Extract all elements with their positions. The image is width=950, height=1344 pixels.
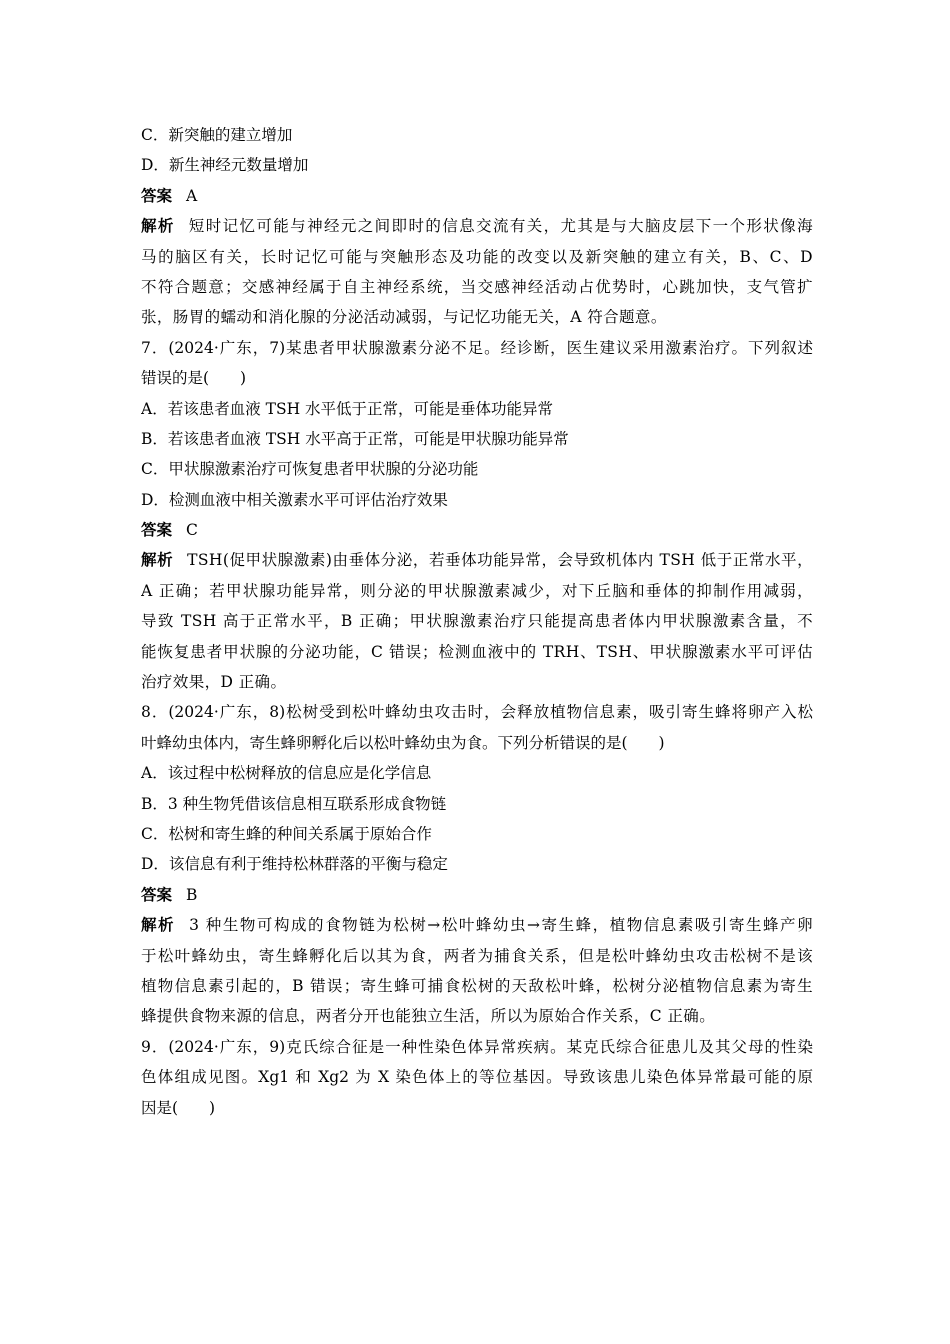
answer-label: 答案 — [141, 520, 173, 540]
explanation-text: TSH(促甲状腺激素)由垂体分泌，若垂体功能异常，会导致机体内 TSH 低于正常水平， — [187, 551, 813, 570]
q7-stem-line: 错误的是( ) — [141, 369, 247, 388]
q6-answer — [141, 181, 813, 211]
q8-option-c: C．松树和寄生蜂的种间关系属于原始合作 — [141, 824, 432, 843]
q8-answer — [141, 880, 813, 910]
explanation-text: 3 种生物可构成的食物链为松树→松叶蜂幼虫→寄生蜂，植物信息素吸引寄生蜂产卵 — [189, 916, 813, 935]
q8-stem-line: 叶蜂幼虫体内，寄生蜂卵孵化后以松叶蜂幼虫为食。下列分析错误的是( ) — [141, 733, 665, 752]
q7-explanation-line — [141, 545, 813, 575]
q9-stem-line: 因是( ) — [141, 1098, 216, 1117]
q7-explanation-line: 能恢复患者甲状腺的分泌功能，C 错误；检测血液中的 TRH、TSH、甲状腺激素水平可评估 — [141, 642, 813, 661]
q8-option-a: A．该过程中松树释放的信息应是化学信息 — [141, 764, 432, 783]
q6-explanation-line: 马的脑区有关，长时记忆可能与突触形态及功能的改变以及新突触的建立有关，B、C、D — [141, 247, 813, 266]
q6-explanation-line: 张，肠胃的蠕动和消化腺的分泌活动减弱，与记忆功能无关，A 符合题意。 — [141, 308, 667, 327]
q7-explanation-line: A 正确；若甲状腺功能异常，则分泌的甲状腺激素减少，对下丘脑和垂体的抑制作用减弱， — [141, 581, 813, 600]
explanation-text: 短时记忆可能与神经元之间即时的信息交流有关，尤其是与大脑皮层下一个形状像海 — [188, 217, 813, 236]
q6-option-d: D．新生神经元数量增加 — [141, 156, 309, 175]
explanation-label: 解析 — [141, 915, 176, 935]
q8-option-b: B．3 种生物凭借该信息相互联系形成食物链 — [141, 794, 447, 813]
q6-explanation-line — [141, 211, 813, 241]
q7-stem-line: 7．(2024·广东，7)某患者甲状腺激素分泌不足。经诊断，医生建议采用激素治疗。下列叙述 — [141, 338, 813, 357]
q8-explanation-line: 蜂提供食物来源的信息，两者分开也能独立生活，所以为原始合作关系，C 正确。 — [141, 1007, 716, 1026]
answer-value: A — [186, 186, 198, 205]
q8-option-d: D．该信息有利于维持松林群落的平衡与稳定 — [141, 855, 448, 874]
answer-label: 答案 — [141, 884, 173, 904]
q9-stem-line: 色体组成见图。Xg1 和 Xg2 为 X 染色体上的等位基因。导致该患儿染色体异常最可能的原 — [141, 1068, 813, 1087]
answer-label: 答案 — [141, 185, 173, 205]
q8-explanation-line — [141, 910, 813, 940]
explanation-label: 解析 — [141, 550, 174, 570]
q7-answer — [141, 515, 813, 545]
explanation-label: 解析 — [141, 216, 175, 236]
q8-explanation-line: 于松叶蜂幼虫，寄生蜂孵化后以其为食，两者为捕食关系，但是松叶蜂幼虫攻击松树不是该 — [141, 946, 813, 965]
q8-stem-line: 8．(2024·广东，8)松树受到松叶蜂幼虫攻击时，会释放植物信息素，吸引寄生蜂将卵产入松 — [141, 703, 813, 722]
document-page — [141, 120, 813, 1123]
q7-explanation-line: 治疗效果，D 正确。 — [141, 673, 287, 692]
q7-option-c: C．甲状腺激素治疗可恢复患者甲状腺的分泌功能 — [141, 460, 479, 479]
q7-option-d: D．检测血液中相关激素水平可评估治疗效果 — [141, 490, 448, 509]
q9-stem-line: 9．(2024·广东，9)克氏综合征是一种性染色体异常疾病。某克氏综合征患儿及其父母的性染 — [141, 1037, 813, 1056]
q6-explanation-line: 不符合题意；交感神经属于自主神经系统，当交感神经活动占优势时，心跳加快，支气管扩 — [141, 277, 813, 296]
q8-explanation-line: 植物信息素引起的，B 错误；寄生蜂可捕食松树的天敌松叶蜂，松树分泌植物信息素为寄生 — [141, 976, 813, 995]
q6-option-c: C．新突触的建立增加 — [141, 126, 293, 144]
q7-option-a: A．若该患者血液 TSH 水平低于正常，可能是垂体功能异常 — [141, 399, 554, 418]
q7-explanation-line: 导致 TSH 高于正常水平，B 正确；甲状腺激素治疗只能提高患者体内甲状腺激素含量，不 — [141, 612, 813, 631]
answer-value: C — [186, 521, 198, 540]
answer-value: B — [186, 885, 198, 904]
q7-option-b: B．若该患者血液 TSH 水平高于正常，可能是甲状腺功能异常 — [141, 429, 569, 448]
